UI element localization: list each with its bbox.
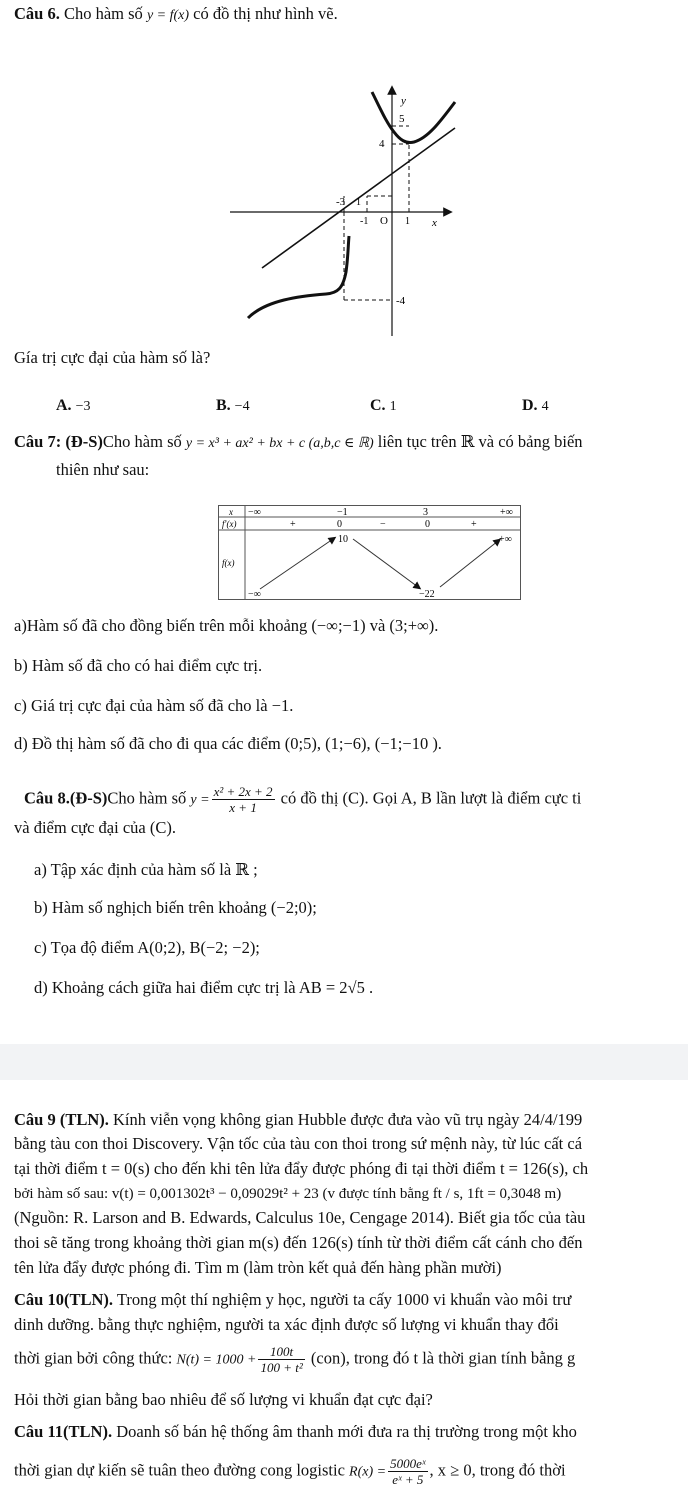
q6-text: Cho hàm số bbox=[59, 4, 147, 23]
option-value: 4 bbox=[541, 399, 549, 414]
curve-lower-branch bbox=[248, 236, 349, 318]
fraction-numerator: x² + 2x + 2 bbox=[213, 784, 273, 799]
q6-option-c bbox=[370, 397, 397, 415]
q8-statement-a: a) Tập xác định của hàm số là ℝ ; bbox=[34, 860, 258, 879]
q9-line4: bởi hàm số sau: v(t) = 0,001302t³ − 0,09029t² + 23 (v được tính bằng ft / s, 1ft = 0,3048 m) bbox=[14, 1186, 562, 1202]
fraction-denominator: eˣ + 5 bbox=[392, 1472, 424, 1487]
q7-stem bbox=[14, 432, 583, 454]
q6-graph bbox=[0, 0, 688, 340]
q11-line2-pre: thời gian dự kiến sẽ tuân theo đường cong logistic bbox=[14, 1460, 350, 1480]
table-row-x: x bbox=[229, 507, 233, 517]
option-value: 1 bbox=[389, 399, 397, 414]
section-divider bbox=[0, 1044, 688, 1080]
q11-label: Câu 11(TLN). bbox=[14, 1422, 113, 1441]
table-x-3: 3 bbox=[423, 507, 428, 518]
q9-line6: thoi sẽ tăng trong khoảng thời gian m(s) đến 126(s) tính từ thời điểm cất cánh cho đến bbox=[14, 1233, 583, 1252]
option-value: −4 bbox=[234, 399, 250, 414]
table-row-f: f(x) bbox=[222, 558, 235, 568]
graph-label-neg4: -4 bbox=[396, 295, 406, 307]
q8-statement-c: c) Tọa độ điểm A(0;2), B(−2; −2); bbox=[34, 938, 260, 957]
table-f-neg-inf: −∞ bbox=[248, 589, 261, 600]
q9-line1 bbox=[14, 1110, 582, 1130]
q10-line3-pre: thời gian bởi công thức: bbox=[14, 1348, 177, 1368]
q10-line4: Hỏi thời gian bằng bao nhiêu để số lượng vi khuẩn đạt cực đại? bbox=[14, 1390, 433, 1409]
q6-option-b bbox=[216, 397, 250, 415]
table-fp-zero1: 0 bbox=[337, 519, 342, 530]
q9-line1-text: Kính viễn vọng không gian Hubble được đưa vào vũ trụ ngày 24/4/199 bbox=[108, 1110, 583, 1129]
q7-text2: liên tục trên ℝ và có bảng biến bbox=[373, 432, 583, 451]
q6-option-d bbox=[522, 397, 549, 415]
q8-stem bbox=[24, 784, 581, 815]
q10-line1-text: Trong một thí nghiệm y học, người ta cấy 1000 vi khuẩn vào môi trư bbox=[113, 1290, 572, 1309]
graph-label-x: x bbox=[432, 217, 437, 229]
q8-label: Câu 8.(Đ-S) bbox=[24, 788, 108, 808]
q9-line2: bằng tàu con thoi Discovery. Vận tốc của tàu con thoi trong sứ mệnh này, từ lúc cất cá bbox=[14, 1134, 583, 1153]
option-key: A. bbox=[56, 397, 72, 414]
table-row-fprime: f′(x) bbox=[222, 519, 237, 529]
table-f-10: 10 bbox=[338, 534, 348, 545]
table-x-neg-inf: −∞ bbox=[248, 507, 261, 518]
fraction-denominator: 100 + t² bbox=[260, 1360, 303, 1375]
table-fp-minus: − bbox=[380, 519, 386, 530]
table-x-pos-inf: +∞ bbox=[500, 507, 513, 518]
graph-label-1: 1 bbox=[356, 197, 361, 208]
graph-label-origin: O bbox=[380, 215, 388, 227]
table-fp-plus1: + bbox=[290, 519, 296, 530]
q9-line3: tại thời điểm t = 0(s) cho đến khi tên lửa đẩy được phóng đi tại thời điểm t = 126(s), ch bbox=[14, 1159, 589, 1178]
q11-line2-post: , x ≥ 0, trong đó thời bbox=[429, 1460, 566, 1480]
fraction-denominator: x + 1 bbox=[229, 800, 257, 815]
q7-expr: y = x³ + ax² + bx + c (a,b,c ∈ ℝ) bbox=[185, 436, 374, 451]
q10-line1 bbox=[14, 1290, 571, 1310]
graph-label-neg1: -1 bbox=[360, 216, 369, 227]
q7-statement-b: b) Hàm số đã cho có hai điểm cực trị. bbox=[14, 656, 263, 675]
table-x-neg1: −1 bbox=[337, 507, 348, 518]
q11-line1 bbox=[14, 1422, 577, 1442]
q8-statement-b: b) Hàm số nghịch biến trên khoảng (−2;0); bbox=[34, 898, 317, 917]
q11-expr: R(x) = bbox=[349, 1464, 387, 1480]
graph-label-neg3: -3 bbox=[336, 196, 346, 208]
option-key: C. bbox=[370, 397, 386, 414]
q10-expr: N(t) = 1000 + bbox=[176, 1352, 257, 1368]
curve-upper-branch bbox=[372, 92, 455, 143]
table-f-neg22: −22 bbox=[419, 589, 435, 600]
table-f-pos-inf: +∞ bbox=[499, 534, 512, 545]
table-fp-plus2: + bbox=[471, 519, 477, 530]
q8-text: Cho hàm số bbox=[107, 788, 191, 808]
q7-line2: thiên như sau: bbox=[56, 460, 150, 479]
q7-statement-a: a)Hàm số đã cho đồng biến trên mỗi khoảng (−∞;−1) và (3;+∞). bbox=[14, 616, 439, 635]
q9-label: Câu 9 (TLN). bbox=[14, 1110, 109, 1129]
graph-label-4: 4 bbox=[379, 138, 385, 150]
q11-line1-text: Doanh số bán hệ thống âm thanh mới đưa ra thị trường trong một kho bbox=[112, 1422, 577, 1441]
table-fp-zero2: 0 bbox=[425, 519, 430, 530]
dashed-guides bbox=[344, 126, 409, 300]
q7-statement-c: c) Giá trị cực đại của hàm số đã cho là −1. bbox=[14, 696, 294, 715]
q6-expr: y = f(x) bbox=[146, 8, 190, 23]
q9-line5: (Nguồn: R. Larson and B. Edwards, Calculus 10e, Cengage 2014). Biết gia tốc của tàu bbox=[14, 1208, 586, 1227]
q8-line2: và điểm cực đại của (C). bbox=[14, 818, 176, 837]
q7-text: Cho hàm số bbox=[102, 432, 186, 451]
q10-line2: dinh dưỡng. bằng thực nghiệm, người ta xác định được số lượng vi khuẩn thay đổi bbox=[14, 1315, 559, 1334]
q11-fraction bbox=[388, 1456, 427, 1487]
option-key: D. bbox=[522, 397, 538, 414]
graph-label-y: y bbox=[401, 95, 406, 107]
fraction-numerator: 5000eˣ bbox=[390, 1456, 426, 1471]
q10-line3 bbox=[14, 1344, 575, 1375]
q10-fraction bbox=[258, 1344, 304, 1375]
q8-statement-d: d) Khoảng cách giữa hai điểm cực trị là AB = 2√5 . bbox=[34, 978, 374, 997]
graph-label-5: 5 bbox=[399, 113, 405, 125]
q11-line2 bbox=[14, 1456, 566, 1487]
q8-fraction bbox=[212, 784, 275, 815]
graph-label-x1: 1 bbox=[405, 216, 410, 227]
option-key: B. bbox=[216, 397, 231, 414]
q7-statement-d: d) Đồ thị hàm số đã cho đi qua các điểm (0;5), (1;−6), (−1;−10 ). bbox=[14, 734, 442, 753]
q6-label: Câu 6. bbox=[14, 4, 60, 23]
q7-variation-table bbox=[218, 505, 521, 600]
q6-text2: có đồ thị như hình vẽ. bbox=[189, 4, 338, 23]
q6-question: Gía trị cực đại của hàm số là? bbox=[14, 348, 211, 367]
q7-label: Câu 7: (Đ-S) bbox=[14, 432, 103, 451]
fraction-numerator: 100t bbox=[258, 1344, 304, 1360]
option-value: −3 bbox=[75, 399, 91, 414]
q6-option-a bbox=[56, 397, 90, 415]
q9-line7: tên lửa đẩy được phóng đi. Tìm m (làm tròn kết quả đến hàng phần mười) bbox=[14, 1258, 502, 1277]
q10-line3-post: (con), trong đó t là thời gian tính bằng g bbox=[306, 1348, 576, 1368]
q8-expr-lhs: y = bbox=[190, 792, 210, 808]
q8-text2: có đồ thị (C). Gọi A, B lần lượt là điểm cực ti bbox=[276, 788, 582, 808]
q10-label: Câu 10(TLN). bbox=[14, 1290, 114, 1309]
